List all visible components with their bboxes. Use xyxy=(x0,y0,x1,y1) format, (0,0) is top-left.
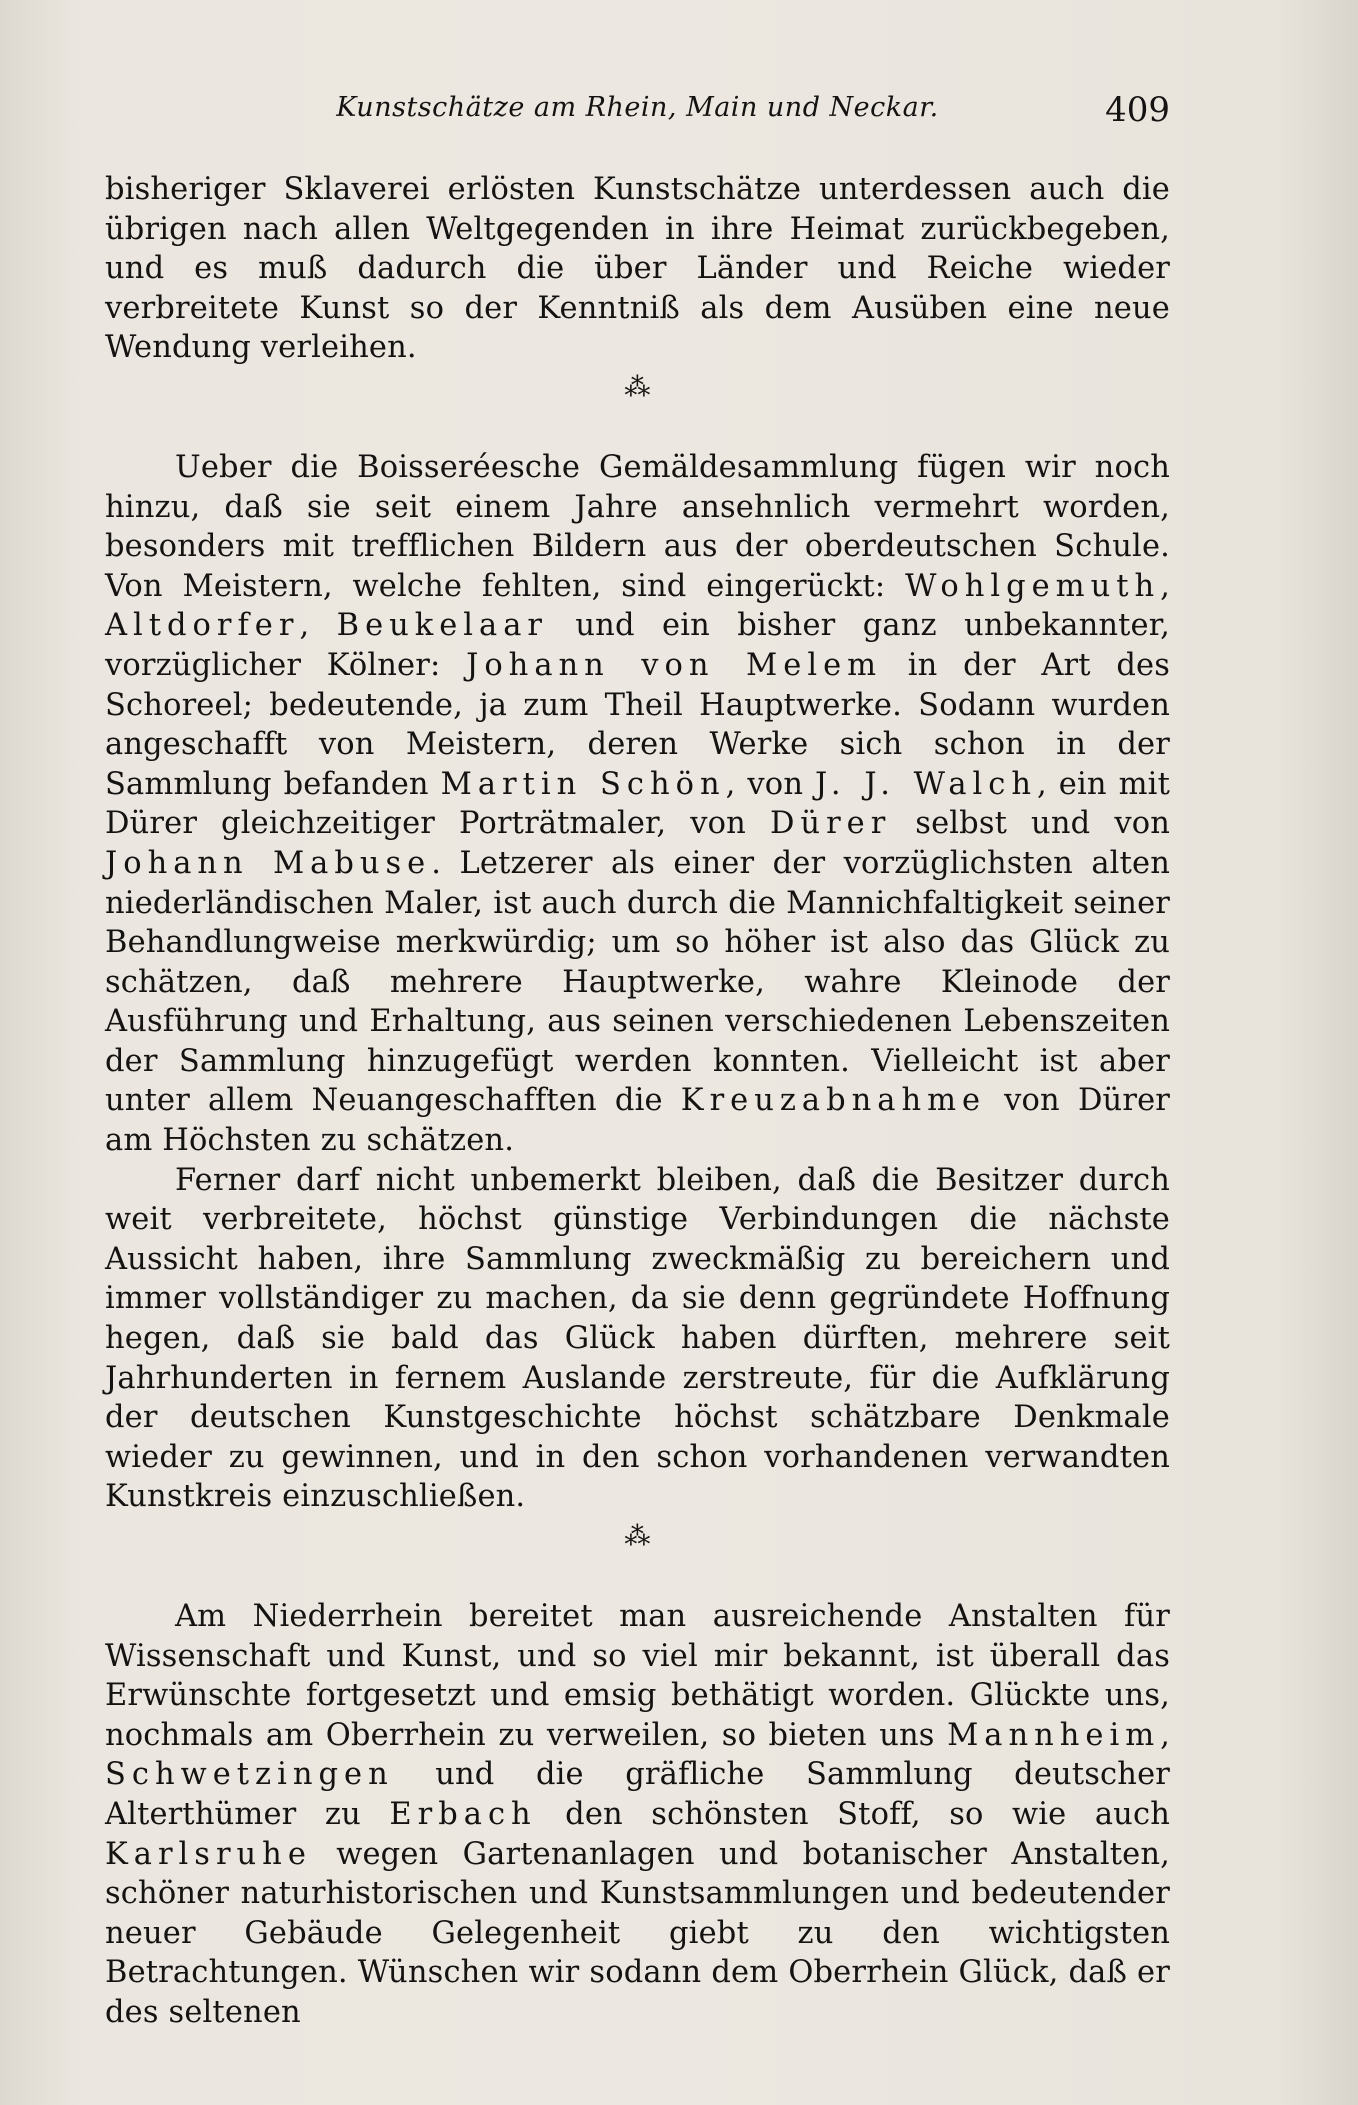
section-separator-asterism: ⁂ xyxy=(624,1522,651,1552)
running-title: Kunstschätze am Rhein, Main und Neckar. xyxy=(336,92,939,123)
spaced-name: Kreuzabnahme xyxy=(680,1083,987,1119)
text-run: in der Art des Schoreel; bedeutende, ja zum Theil Hauptwerke. Sodann wurden angeschafft von Meistern, deren Werke sich schon in der Sammlung befanden xyxy=(105,647,1170,802)
spaced-name: Johann von Melem xyxy=(466,647,883,683)
text-run: , xyxy=(1160,1717,1170,1753)
paragraph-lower-upper-rhine xyxy=(105,1597,1170,2033)
running-head xyxy=(105,92,1170,132)
text-run: und die gräfliche Sammlung deutscher Alterthümer zu xyxy=(105,1757,1170,1832)
spaced-name: Altdorfer xyxy=(105,608,300,644)
body-text xyxy=(105,170,1170,2033)
paragraph-boisseree-collection xyxy=(105,448,1170,1161)
text-run: Am Niederrhein bereitet man ausreichende Anstalten für Wissenschaft und Kunst, und so viel mir bekannt, ist überall das Erwünschte fortgesetzt und emsig bethätigt worden. Glückte uns, nochmals am Oberrhein zu verweilen, so bieten uns xyxy=(105,1599,1170,1753)
text-run: Ueber die Boisseréesche Gemäldesammlung fügen wir noch hinzu, daß sie seit einem Jahre ansehnlich vermehrt worden, besonders mit trefflichen Bildern aus der oberdeutschen Schule. Von Meistern, welche fehlten, sind eingerückt: xyxy=(105,449,1170,604)
text-run: , ein mit Dürer gleichzeitiger Porträtmaler, von xyxy=(105,766,1170,842)
spaced-name: Martin Schön xyxy=(440,766,726,802)
text-run: . Letzerer als einer der vorzüglichsten alten niederländischen Maler, ist auch durch die Mannichfaltigkeit seiner Behandlungweise merkwürdig; um so höher ist also das Glück zu schätzen, daß mehrere Hauptwerke, wahre Kleinode der Ausführung und Erhaltung, aus seinen verschiedenen Lebenszeiten der Sammlung hinzugefügt werden konnten. Vielleicht ist aber unter allem Neuangeschafften die xyxy=(105,845,1170,1119)
spaced-name: Schwetzingen xyxy=(105,1757,394,1793)
text-run: den schönsten Stoff, so wie auch xyxy=(536,1796,1170,1832)
text-run: selbst und von xyxy=(891,806,1171,842)
text-run: wegen Gartenanlagen und botanischer Anstalten, schöner naturhistorischen und Kunstsammlungen und bedeutender neuer Gebäude Gelegenheit giebt zu den wichtigsten Betrachtungen. Wünschen wir sodann dem Oberrhein Glück, daß er des seltenen xyxy=(105,1836,1170,2030)
text-run: und ein bisher ganz unbekannter, vorzüglicher Kölner: xyxy=(105,608,1170,683)
spaced-name: J. J. Walch xyxy=(815,766,1038,802)
text-run: , von xyxy=(725,766,816,802)
paragraph-owners-connections: Ferner darf nicht unbemerkt bleiben, daß die Besitzer durch weit verbreitete, höchst günstige Verbindungen die nächste Aussicht haben, ihre Sammlung zweckmäßig zu bereichern und immer vollständiger zu machen, da sie denn gegründete Hoffnung hegen, daß sie bald das Glück haben dürften, mehrere seit Jahrhunderten in fernem Auslande zerstreute, für die Aufklärung der deutschen Kunstgeschichte höchst schätzbare Denkmale wieder zu gewinnen, und in den schon vorhandenen verwandten Kunstkreis einzuschließen. xyxy=(105,1162,1170,1515)
spaced-name: Erbach xyxy=(389,1796,537,1832)
page-number: 409 xyxy=(1105,90,1170,130)
spaced-name: Dürer xyxy=(769,806,892,842)
spaced-name: Beukelaar xyxy=(336,608,548,644)
spaced-name: Wohlgemuth xyxy=(905,568,1161,604)
spaced-name: Johann Mabuse xyxy=(105,845,432,881)
text-run: , xyxy=(1160,568,1170,604)
text-run: , xyxy=(299,608,337,644)
spaced-name: Mannheim xyxy=(947,1717,1161,1753)
section-separator-asterism: ⁂ xyxy=(624,372,651,403)
text-run: von Dürer am Höchsten zu schätzen. xyxy=(105,1083,1171,1159)
spaced-name: Karlsruhe xyxy=(105,1836,312,1872)
paragraph-continuation: bisheriger Sklaverei erlösten Kunstschätze unterdessen auch die übrigen nach allen Weltgegenden in ihre Heimat zurückbegeben, und es muß dadurch die über Länder und Reiche wieder verbreitete Kunst so der Kenntniß als dem Ausüben eine neue Wendung verleihen. xyxy=(105,172,1170,366)
